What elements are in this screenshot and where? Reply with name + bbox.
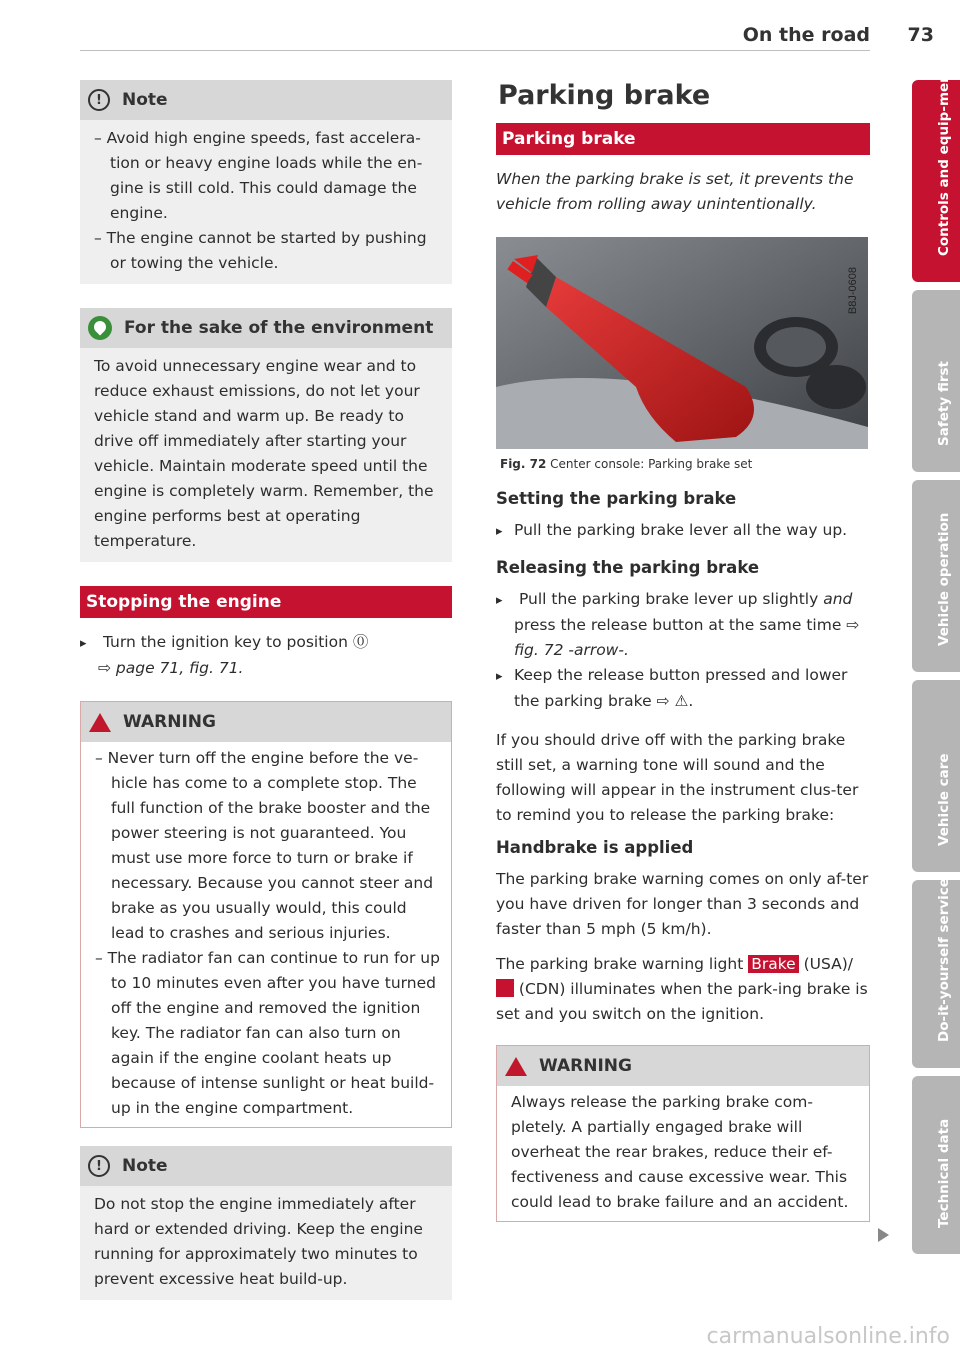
figure-caption-text: Center console: Parking brake set	[550, 457, 753, 471]
note-item: – The engine cannot be started by pushing or towing the vehicle.	[94, 229, 427, 272]
continue-arrow-icon	[878, 1228, 889, 1242]
note-text: Do not stop the engine immediately after hard or extended driving. Keep the engine running for approximately two minutes to prevent excessive heat build-up.	[94, 1195, 423, 1288]
warning-text: Always release the parking brake com-pletely. A partially engaged brake will overheat the rear brakes, reduce their ef-fectiveness and cause excessive wear. This could lead to brake failure and an accident.	[511, 1093, 849, 1211]
subheading-handbrake: Handbrake is applied	[496, 838, 694, 857]
environment-text: To avoid unnecessary engine wear and to reduce exhaust emissions, do not let your vehicle stand and warm up. Be ready to drive off immediately after starting your vehicle. Maintain moderate speed until the engine is completely warm. Remember, the engine performs best at operating temperature.	[94, 357, 434, 550]
chapter-tabs	[912, 66, 960, 1262]
note-header	[80, 1146, 452, 1186]
note-title: Note	[122, 90, 168, 110]
center-console-illustration	[496, 237, 868, 449]
note-box	[80, 80, 452, 284]
environment-header	[80, 308, 452, 348]
tab-technical-data[interactable]	[912, 1076, 960, 1254]
emphasis-text: and	[823, 590, 853, 608]
subheading-releasing: Releasing the parking brake	[496, 558, 760, 577]
step-text: Turn the ignition key to position ⓪	[102, 633, 369, 651]
tab-label: Vehicle care	[936, 753, 952, 846]
note-title: Note	[122, 1156, 168, 1176]
exclamation-circle-icon: !	[88, 1155, 110, 1177]
warning-box	[80, 701, 452, 1128]
tab-label: Technical data	[936, 1118, 952, 1228]
header-rule	[80, 50, 870, 51]
body-paragraph: If you should drive off with the parking brake still set, a warning tone will sound and the following will appear in the instrument clus-ter to remind you to release the parking brake:	[496, 731, 859, 824]
figure-caption	[500, 457, 870, 471]
warning-box-right	[496, 1045, 870, 1222]
tab-controls[interactable]	[912, 66, 960, 282]
warning-triangle-icon	[89, 713, 111, 732]
warning-header	[81, 702, 451, 742]
page-title: Parking brake	[498, 80, 711, 111]
parking-brake-figure	[496, 237, 868, 449]
figure-reference-link[interactable]: ⇨ fig. 72 -arrow-.	[514, 616, 860, 659]
brake-warning-light-usa: Brake	[748, 955, 798, 973]
tab-vehicle-care[interactable]	[912, 680, 960, 872]
warning-header	[497, 1046, 869, 1086]
tab-do-it-yourself[interactable]	[912, 880, 960, 1068]
note-header	[80, 80, 452, 120]
step-item	[496, 587, 870, 663]
section-bar-stopping: Stopping the engine	[80, 586, 452, 618]
warning-item: – Never turn off the engine before the ve-hicle has come to a complete stop. The full function of the brake booster and the power steering is not guaranteed. You must use more force to turn or brake if necessary. Because you cannot steer and brake as you usually would, this could lead to crashes and serious injuries.	[95, 749, 434, 942]
section-bar-parking: Parking brake	[496, 123, 870, 155]
step-text: Pull the parking brake lever all the way up.	[514, 521, 848, 539]
step-item	[496, 663, 870, 714]
page-reference-link[interactable]: ⇨ page 71, fig. 71.	[98, 659, 244, 677]
figure-code: B8J-0608	[847, 267, 859, 315]
step-text: Pull the parking brake lever up slightly	[518, 590, 824, 608]
step-text: Keep the release button pressed and lower the parking brake ⇨ ⚠.	[514, 666, 848, 710]
warning-item: – The radiator fan can continue to run for up to 10 minutes even after you have turned off the engine and removed the ignition key. The radiator fan can also turn on again if the engine coolant heats up because of intense sunlight or heat build-up in the engine compartment.	[95, 949, 440, 1117]
body-paragraph	[496, 952, 870, 1027]
environment-title: For the sake of the environment	[124, 318, 434, 338]
note-box-2	[80, 1146, 452, 1300]
tab-label: Safety first	[936, 361, 952, 446]
body-text: (USA)/	[798, 955, 854, 973]
watermark: carmanualsonline.info	[706, 1324, 950, 1349]
left-column	[80, 80, 452, 1324]
tab-vehicle-operation[interactable]	[912, 480, 960, 672]
header-section-title: On the road	[742, 24, 870, 46]
environment-box	[80, 308, 452, 562]
warning-title: WARNING	[539, 1056, 632, 1076]
figure-label: Fig. 72	[500, 457, 547, 471]
body-text: The parking brake warning light	[496, 955, 749, 973]
tab-label: Controls and equip-ment	[936, 66, 952, 256]
intro-text: When the parking brake is set, it prevents the vehicle from rolling away unintentionally.	[496, 170, 854, 213]
leaf-icon	[88, 316, 112, 340]
right-column	[496, 80, 870, 1240]
subheading-setting: Setting the parking brake	[496, 489, 737, 508]
warning-triangle-icon	[505, 1057, 527, 1076]
page-number: 73	[907, 24, 934, 46]
step-text: press the release button at the same time	[514, 616, 847, 634]
note-item: – Avoid high engine speeds, fast accelera-tion or heavy engine loads while the en-gine is still cold. This could damage the engine.	[94, 129, 423, 222]
exclamation-circle-icon: !	[88, 89, 110, 111]
tab-label: Do-it-yourself service	[936, 878, 952, 1042]
body-text: (CDN) illuminates when the park-ing brake is set and you switch on the ignition.	[496, 980, 868, 1023]
step-item	[496, 518, 870, 544]
warning-title: WARNING	[123, 712, 216, 732]
tab-label: Vehicle operation	[936, 512, 952, 646]
brake-warning-light-icon	[496, 979, 514, 997]
step-item	[80, 630, 452, 681]
body-paragraph: The parking brake warning comes on only af-ter you have driven for longer than 3 seconds and faster than 5 mph (5 km/h).	[496, 870, 869, 938]
tab-safety[interactable]	[912, 290, 960, 472]
